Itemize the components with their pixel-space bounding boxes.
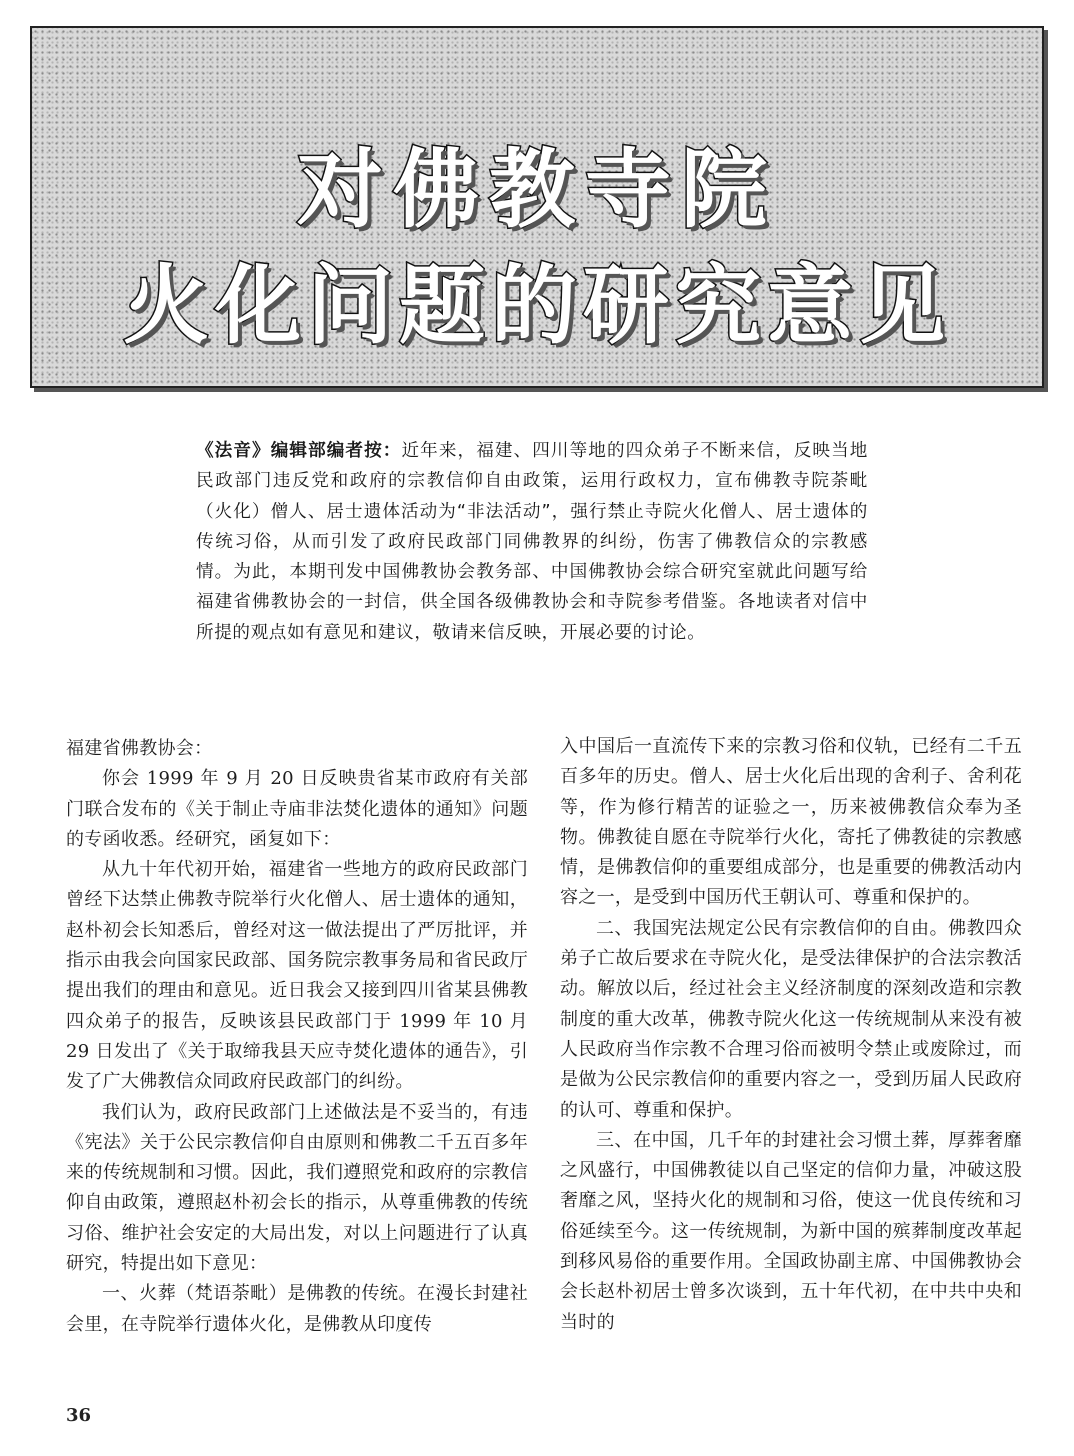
article-title-line-1: 对佛教寺院 bbox=[297, 140, 777, 240]
letter-salutation: 福建省佛教协会： bbox=[66, 738, 213, 759]
article-title-line-2: 火化问题的研究意见 bbox=[123, 256, 951, 356]
title-banner bbox=[30, 26, 1044, 388]
paragraph: 三、在中国，几千年的封建社会习惯土葬，厚葬奢靡之风盛行，中国佛教徒以自己坚定的信仰力量，冲破这股奢靡之风，坚持火化的规制和习俗，使这一优良传统和习俗延续至今。这一传统规制，为新中国的殡葬制度改革起到移风易俗的重要作用。全国政协副主席、中国佛教协会会长赵朴初居士曾多次谈到，五十年代初，在中共中央和当时的 bbox=[560, 1129, 1022, 1333]
left-column bbox=[66, 734, 528, 1340]
right-column bbox=[560, 732, 1022, 1338]
paragraph: 你会 1999 年 9 月 20 日反映贵省某市政府有关部门联合发布的《关于制止寺庙非法焚化遗体的通知》问题的专函收悉。经研究，函复如下： bbox=[66, 768, 528, 850]
paragraph: 二、我国宪法规定公民有宗教信仰的自由。佛教四众弟子亡故后要求在寺院火化，是受法律保护的合法宗教活动。解放以后，经过社会主义经济制度的深刻改造和宗教制度的重大改革，佛教寺院火化这一传统规制从来没有被人民政府当作宗教不合理习俗而被明令禁止或废除过，而是做为公民宗教信仰的重要内容之一，受到历届人民政府的认可、尊重和保护。 bbox=[560, 917, 1022, 1121]
paragraph: 从九十年代初开始，福建省一些地方的政府民政部门曾经下达禁止佛教寺院举行火化僧人、居士遗体的通知，赵朴初会长知悉后，曾经对这一做法提出了严厉批评，并指示由我会向国家民政部、国务院宗教事务局和省民政厅提出我们的理由和意见。近日我会又接到四川省某县佛教四众弟子的报告，反映该县民政部门于 1999 年 10 月 29 日发出了《关于取缔我县天应寺焚化遗体的通告》，引发了广大佛教信众同政府民政部门的纠纷。 bbox=[66, 859, 528, 1093]
page-number: 36 bbox=[66, 1405, 92, 1426]
paragraph: 一、火葬（梵语荼毗）是佛教的传统。在漫长封建社会里，在寺院举行遗体火化，是佛教从印度传 bbox=[66, 1283, 528, 1335]
paragraph: 我们认为，政府民政部门上述做法是不妥当的，有违《宪法》关于公民宗教信仰自由原则和佛教二千五百多年来的传统规制和习惯。因此，我们遵照党和政府的宗教信仰自由政策，遵照赵朴初会长的指示，从尊重佛教的传统习俗、维护社会安定的大局出发，对以上问题进行了认真研究，特提出如下意见： bbox=[66, 1101, 528, 1275]
editor-note-text: 近年来，福建、四川等地的四众弟子不断来信，反映当地民政部门违反党和政府的宗教信仰自由政策，运用行政权力，宣布佛教寺院荼毗（火化）僧人、居士遗体活动为“非法活动”，强行禁止寺院火化僧人、居士遗体的传统习俗，从而引发了政府民政部门同佛教界的纠纷，伤害了佛教信众的宗教感情。为此，本期刊发中国佛教协会教务部、中国佛教协会综合研究室就此问题写给福建省佛教协会的一封信，供全国各级佛教协会和寺院参考借鉴。各地读者对信中所提的观点如有意见和建议，敬请来信反映，开展必要的讨论。 bbox=[196, 441, 868, 643]
paragraph-continuation: 入中国后一直流传下来的宗教习俗和仪轨，已经有二千五百多年的历史。僧人、居士火化后出现的舍利子、舍利花等，作为修行精苦的证验之一，历来被佛教信众奉为圣物。佛教徒自愿在寺院举行火化，寄托了佛教徒的宗教感情，是佛教信仰的重要组成部分，也是重要的佛教活动内容之一，是受到中国历代王朝认可、尊重和保护的。 bbox=[560, 736, 1022, 909]
editor-note-lead: 《法音》编辑部编者按： bbox=[196, 441, 402, 461]
editor-note bbox=[196, 436, 868, 648]
